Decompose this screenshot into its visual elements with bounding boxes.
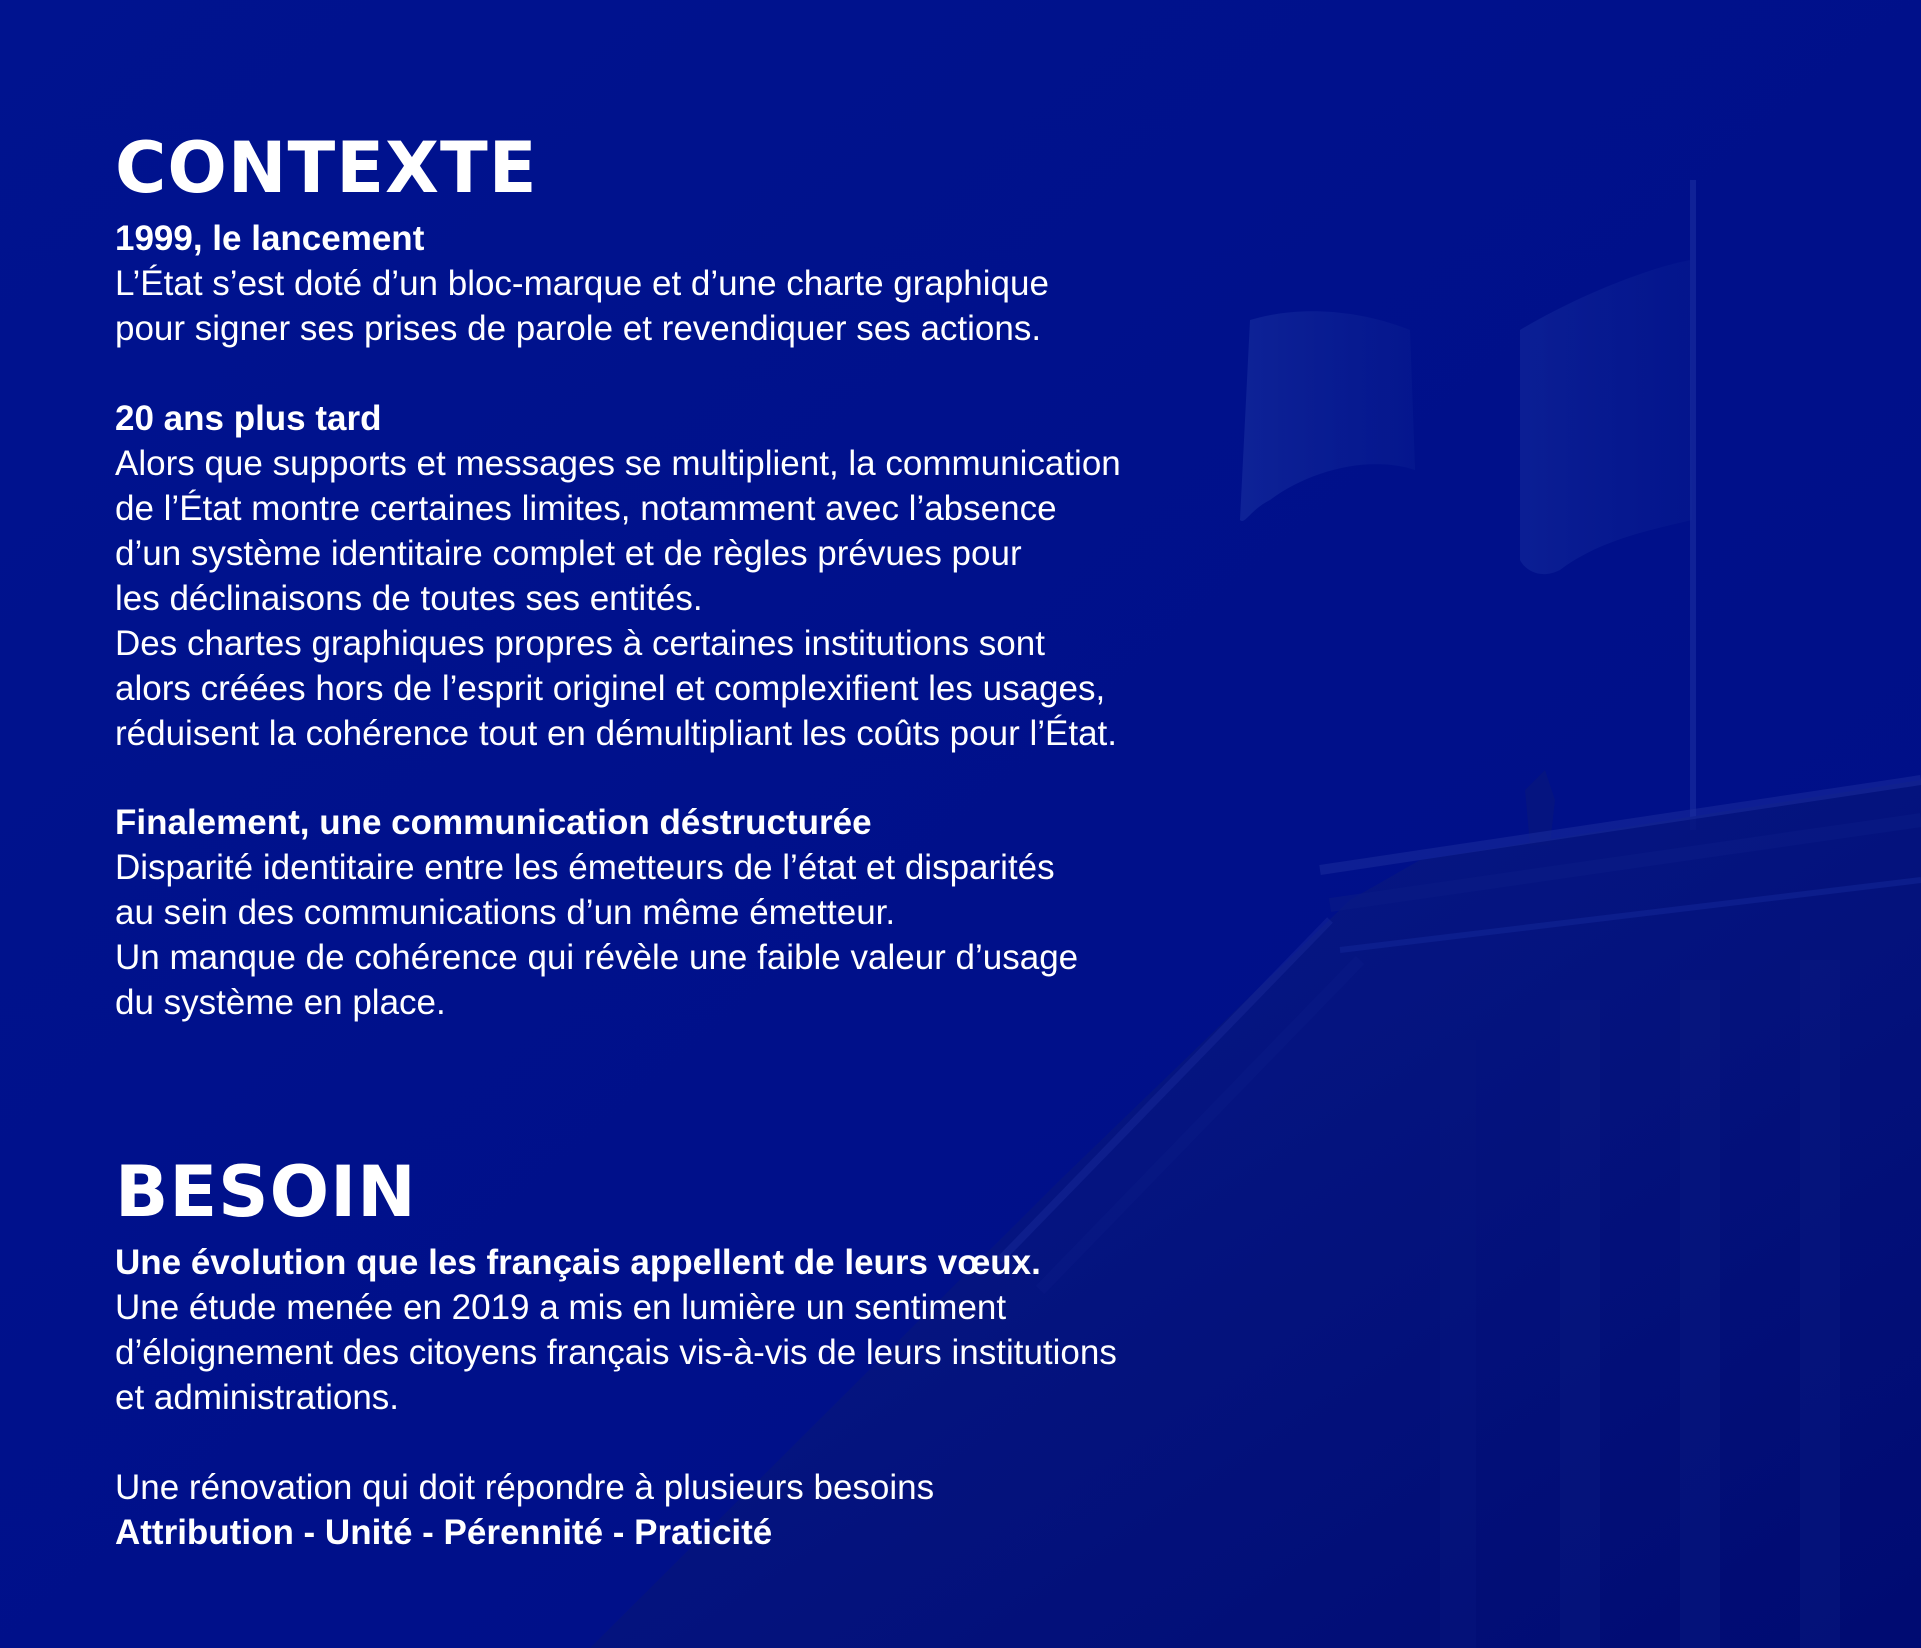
contexte-heading: CONTEXTE [115, 127, 538, 209]
section-title: 20 ans plus tard [115, 399, 382, 438]
paragraph-line: L’État s’est doté d’un bloc-marque et d’une charte graphique [115, 264, 1049, 303]
besoin-heading: BESOIN [115, 1151, 417, 1233]
paragraph-line: d’un système identitaire complet et de règles prévues pour [115, 534, 1022, 573]
paragraph-line: Un manque de cohérence qui révèle une faible valeur d’usage [115, 938, 1079, 977]
paragraph-line: d’éloignement des citoyens français vis-à-vis de leurs institutions [115, 1333, 1117, 1372]
paragraph-line: et administrations. [115, 1378, 400, 1417]
paragraph-line: Alors que supports et messages se multiplient, la communication [115, 444, 1121, 483]
paragraph-line: Une étude menée en 2019 a mis en lumière un sentiment [115, 1288, 1007, 1327]
paragraph-line: Disparité identitaire entre les émetteurs de l’état et disparités [115, 848, 1055, 887]
section-title: 1999, le lancement [115, 219, 425, 258]
paragraph-line: alors créées hors de l’esprit originel et complexifient les usages, [115, 669, 1106, 708]
paragraph-line: réduisent la cohérence tout en démultipliant les coûts pour l’État. [115, 714, 1117, 753]
paragraph-line: de l’État montre certaines limites, notamment avec l’absence [115, 489, 1057, 528]
section-title: Finalement, une communication déstructurée [115, 803, 872, 842]
flag-pole [1690, 180, 1696, 830]
besoin-section-evolution [115, 1240, 1315, 1420]
paragraph-line: au sein des communications d’un même émetteur. [115, 893, 896, 932]
needs-list: Attribution - Unité - Pérennité - Praticité [115, 1513, 773, 1552]
section-title: Une évolution que les français appellent de leurs vœux. [115, 1243, 1041, 1282]
besoin-section-needs [115, 1465, 1315, 1555]
paragraph-line: Des chartes graphiques propres à certaines institutions sont [115, 624, 1045, 663]
paragraph-line: les déclinaisons de toutes ses entités. [115, 579, 703, 618]
contexte-section-20-years [115, 396, 1315, 756]
paragraph-line: du système en place. [115, 983, 446, 1022]
paragraph-line: pour signer ses prises de parole et revendiquer ses actions. [115, 309, 1042, 348]
paragraph-line: Une rénovation qui doit répondre à plusieurs besoins [115, 1468, 935, 1507]
contexte-section-destructured [115, 800, 1315, 1025]
contexte-section-launch [115, 216, 1315, 351]
